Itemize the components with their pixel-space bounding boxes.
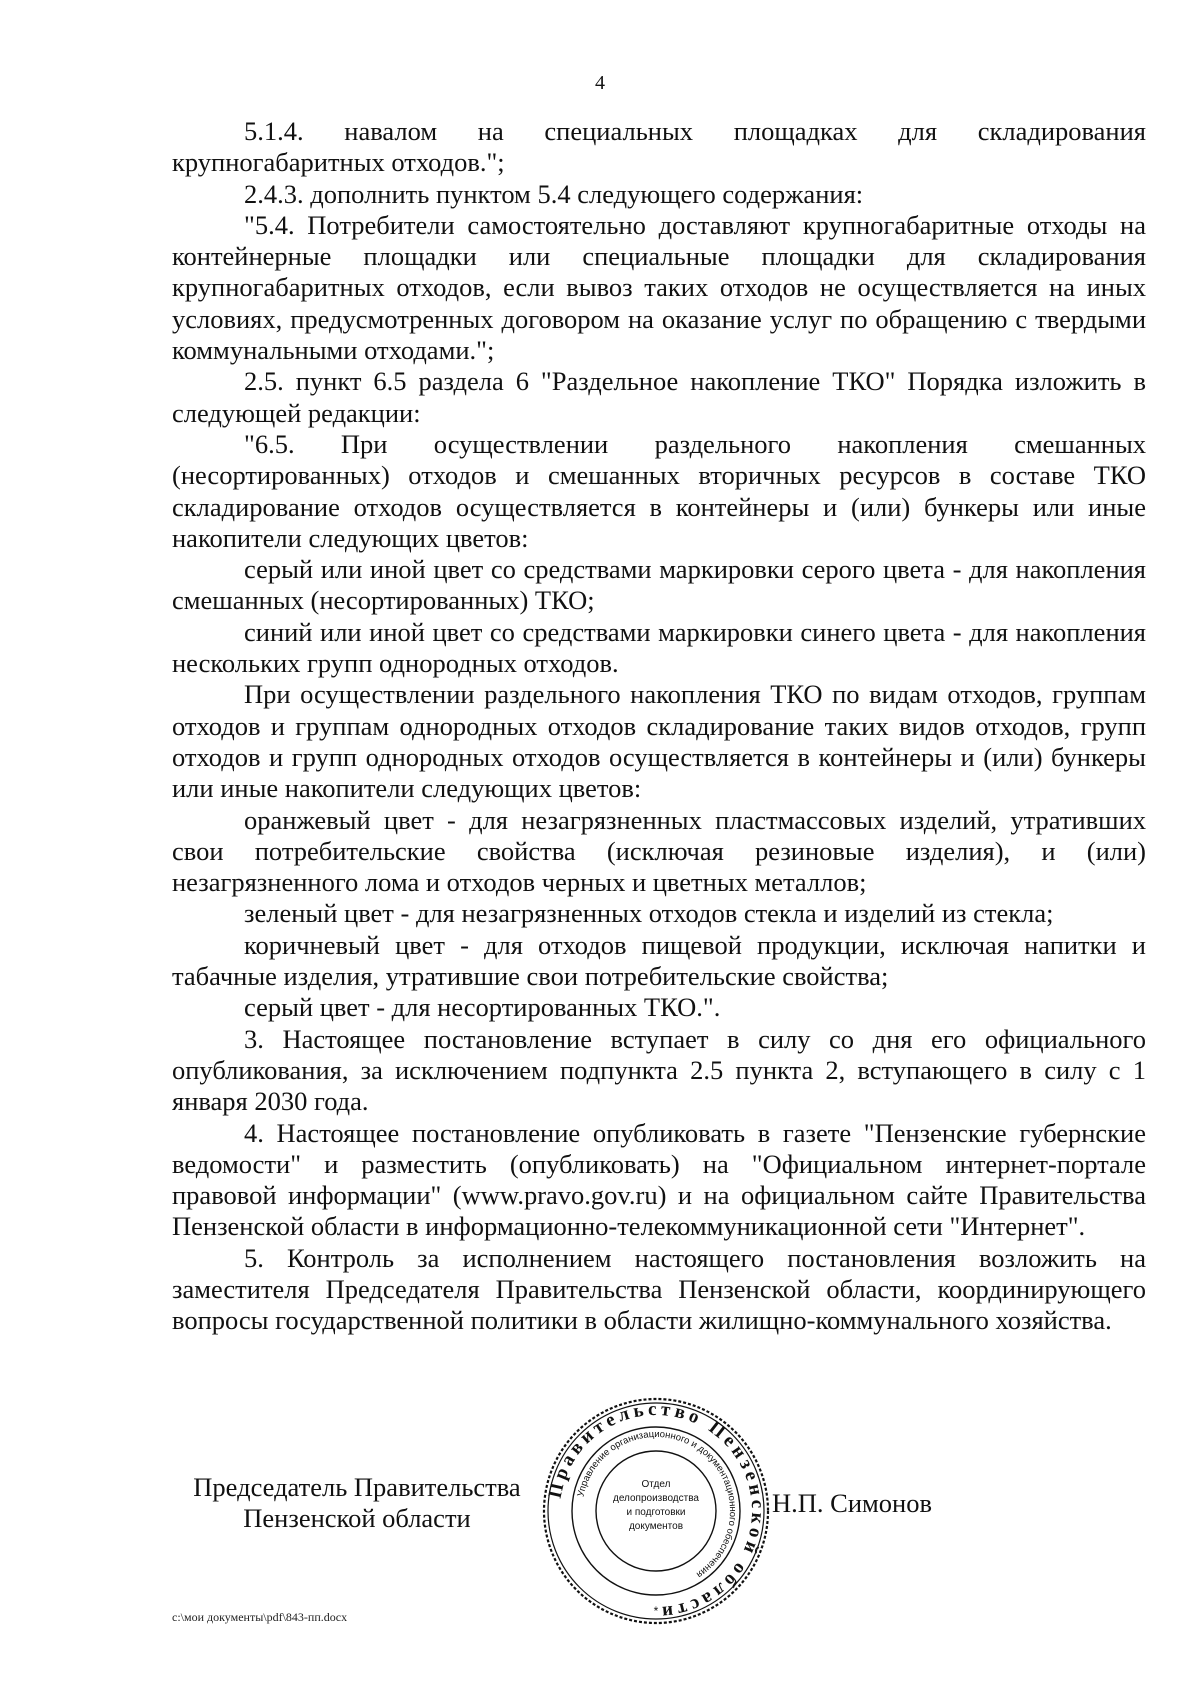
paragraph: "6.5. При осуществлении раздельного накопления смешанных (несортированных) отходов и смешанных вторичных ресурсов в составе ТКО складирование отходов осуществляется в контейнеры и (или) бункеры или иные накопители следующих цветов: bbox=[172, 428, 1146, 553]
signatory-title bbox=[172, 1472, 542, 1535]
paragraph: 3. Настоящее постановление вступает в силу со дня его официального опубликования, за исключением подпункта 2.5 пункта 2, вступающего в силу с 1 января 2030 года. bbox=[172, 1023, 1146, 1117]
seal-outer-text: Правительство Пензенской области bbox=[544, 1398, 769, 1624]
paragraph: "5.4. Потребители самостоятельно доставляют крупногабаритные отходы на контейнерные площадки или специальные площадки для складирования крупногабаритных отходов, если вывоз таких отходов не осуществляется на иных условиях, предусмотренных договором на оказание услуг по обращению с твердыми коммунальными отходами."; bbox=[172, 209, 1146, 366]
paragraph: серый или иной цвет со средствами маркировки серого цвета - для накопления смешанных (несортированных) ТКО; bbox=[172, 554, 1146, 616]
paragraph: зеленый цвет - для незагрязненных отходов стекла и изделий из стекла; bbox=[244, 898, 1054, 929]
paragraph: 5.1.4. навалом на специальных площадках для складирования крупногабаритных отходов."; bbox=[172, 116, 1146, 178]
paragraph: коричневый цвет - для отходов пищевой продукции, исключая напитки и табачные изделия, утратившие свои потребительские свойства; bbox=[172, 929, 1146, 992]
seal-center-line: Отдел bbox=[641, 1479, 671, 1490]
paragraph: 2.5. пункт 6.5 раздела 6 "Раздельное накопление ТКО" Порядка изложить в следующей редакции: bbox=[172, 366, 1146, 428]
seal-center-line: документов bbox=[628, 1521, 684, 1532]
seal-inner-text: Управление организационного и документационного обеспечения bbox=[575, 1428, 739, 1580]
paragraph: 4. Настоящее постановление опубликовать в газете "Пензенские губернские ведомости" и разместить (опубликовать) на "Официальном интернет-портале правовой информации" (www.pravo.gov.ru) и на официальном сайте Правительства Пензенской области в информационно-телекоммуникационной сети "Интернет". bbox=[172, 1117, 1146, 1242]
paragraph: 2.4.3. дополнить пунктом 5.4 следующего содержания: bbox=[244, 178, 864, 209]
paragraph: серый цвет - для несортированных ТКО.". bbox=[244, 992, 721, 1023]
paragraph: синий или иной цвет со средствами маркировки синего цвета - для накопления нескольких групп однородных отходов. bbox=[172, 616, 1146, 679]
paragraph: 5. Контроль за исполнением настоящего постановления возложить на заместителя Председателя Правительства Пензенской области, координирующего вопросы государственной политики в области жилищно-коммунального хозяйства. bbox=[172, 1242, 1146, 1336]
seal-star-icon: * bbox=[653, 1604, 659, 1618]
signatory-title-line2: Пензенской области bbox=[243, 1503, 471, 1534]
official-seal bbox=[540, 1395, 772, 1627]
page-number: 4 bbox=[595, 72, 605, 94]
seal-center-line: делопроизводства bbox=[612, 1493, 700, 1504]
signatory-title-line1: Председатель Правительства bbox=[193, 1472, 521, 1502]
file-path: c:\мои документы\pdf\843-пп.docx bbox=[172, 1610, 348, 1624]
paragraph: При осуществлении раздельного накопления ТКО по видам отходов, группам отходов и группам однородных отходов складирование таких видов отходов, групп отходов и групп однородных отходов осуществляется в контейнеры и (или) бункеры или иные накопители следующих цветов: bbox=[172, 679, 1146, 804]
seal-center-line: и подготовки bbox=[626, 1507, 686, 1518]
signatory-name: Н.П. Симонов bbox=[772, 1488, 932, 1518]
document-body bbox=[172, 116, 1146, 1337]
paragraph: оранжевый цвет - для незагрязненных пластмассовых изделий, утративших свои потребительские свойства (исключая резиновые изделия), и (или) незагрязненного лома и отходов черных и цветных металлов; bbox=[172, 804, 1146, 898]
